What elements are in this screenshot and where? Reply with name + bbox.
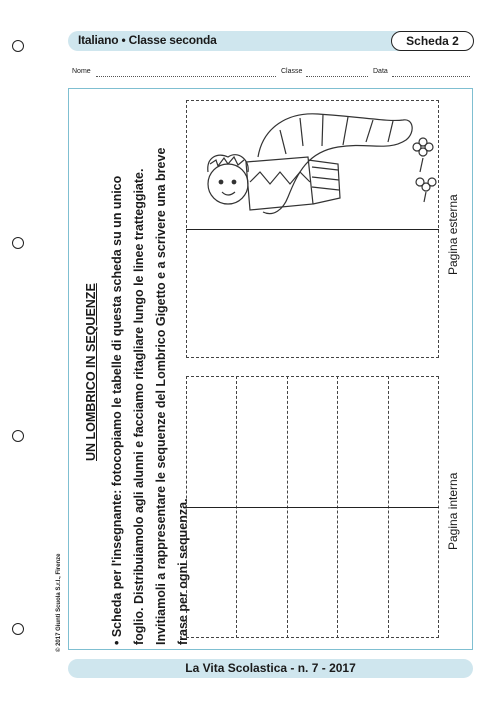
binder-hole <box>12 623 24 635</box>
worm-illustration <box>188 102 438 227</box>
instruction-line: : fotocopiamo le tabelle di questa scheda su un unico <box>110 175 124 494</box>
instruction-line: frase per ogni sequenza. <box>176 498 190 645</box>
label-outer-page: Pagina esterna <box>446 194 460 275</box>
page-title: Italiano • Classe seconda <box>78 33 217 47</box>
fold-line <box>186 507 439 508</box>
instruction-line: foglio. Distribuiamolo agli alunni e facciamo ritagliare lungo le linee tratteggiate. <box>132 168 146 645</box>
binder-hole <box>12 237 24 249</box>
data-field[interactable] <box>392 76 470 77</box>
data-label: Data <box>373 68 388 75</box>
instructions-lead: • Scheda per l'insegnante <box>110 493 124 645</box>
instruction-line: Invitiamoli a rappresentare le sequenze del Lombrico Gigetto e a scrivere una breve <box>154 147 168 645</box>
instructions <box>106 100 194 645</box>
footer-bar: La Vita Scolastica - n. 7 - 2017 <box>68 659 473 678</box>
nome-label: Nome <box>72 68 91 75</box>
classe-field[interactable] <box>306 76 368 77</box>
binder-hole <box>12 40 24 52</box>
classe-label: Classe <box>281 68 303 75</box>
worksheet-title: UN LOMBRICO IN SEQUENZE <box>84 283 98 461</box>
copyright: © 2017 Giunti Scuola S.r.l., Firenze <box>56 553 62 652</box>
binder-hole <box>12 430 24 442</box>
label-inner-page: Pagina interna <box>446 472 460 550</box>
scheda-badge: Scheda 2 <box>391 31 474 51</box>
nome-field[interactable] <box>96 76 276 77</box>
fold-line <box>186 229 439 230</box>
